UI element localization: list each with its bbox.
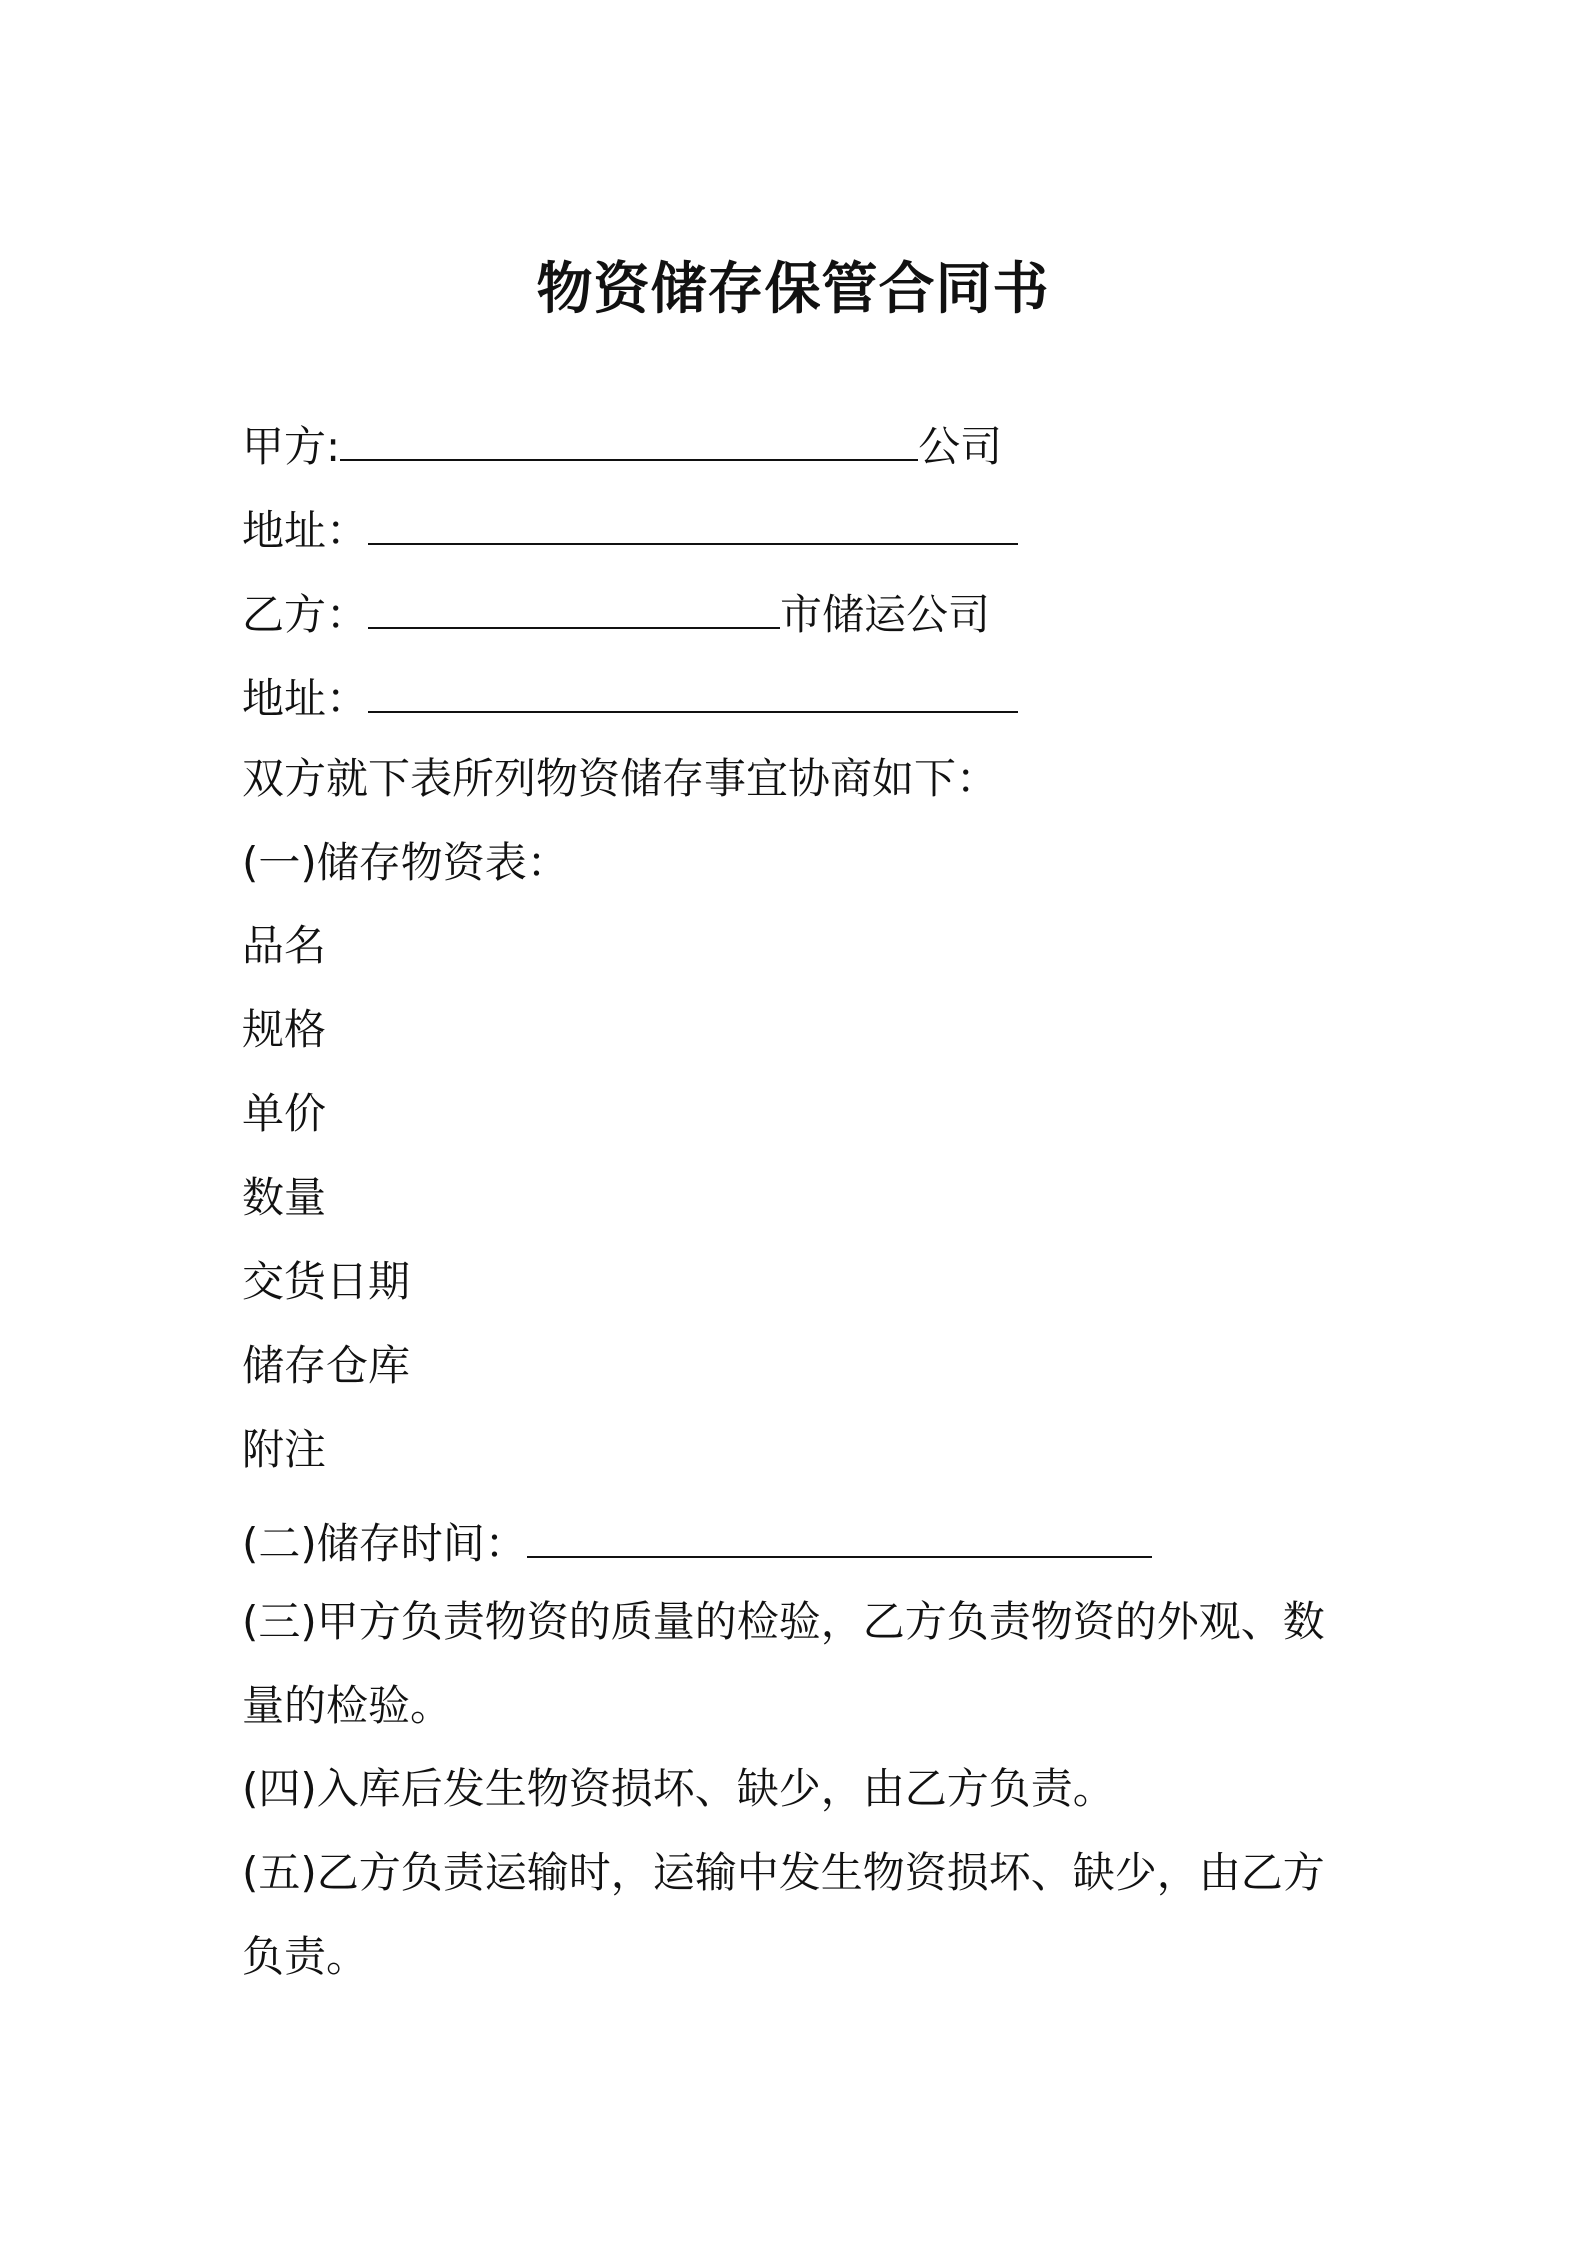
- table-field-warehouse: 储存仓库: [242, 1341, 411, 1390]
- party-a-label: 甲方:: [242, 422, 341, 471]
- party-a-blank[interactable]: [340, 415, 918, 461]
- address-a-blank[interactable]: [368, 499, 1018, 545]
- table-field-unit-price: 单价: [242, 1089, 327, 1138]
- party-b-label: 乙方：: [242, 590, 369, 639]
- document-title: 物资储存保管合同书: [536, 257, 1050, 322]
- table-field-name: 品名: [242, 921, 327, 970]
- storage-time-blank[interactable]: [527, 1512, 1152, 1558]
- address-b-blank[interactable]: [368, 667, 1018, 713]
- party-b-blank[interactable]: [368, 583, 780, 629]
- address-b-label: 地址：: [242, 674, 369, 723]
- party-b-line: [242, 583, 990, 643]
- table-field-quantity: 数量: [242, 1173, 327, 1222]
- section3-text: (三)甲方负责物资的质量的检验，乙方负责物资的外观、数量的检验。: [242, 1597, 1325, 1730]
- party-b-suffix: 市储运公司: [780, 590, 991, 639]
- intro-text: 双方就下表所列物资储存事宜协商如下：: [242, 754, 999, 803]
- address-b-line: [242, 667, 1018, 727]
- table-field-notes: 附注: [242, 1425, 327, 1474]
- address-a-line: [242, 499, 1018, 559]
- section1-heading: (一)储存物资表：: [242, 838, 569, 887]
- table-field-spec: 规格: [242, 1005, 327, 1054]
- party-a-suffix: 公司: [918, 422, 1003, 471]
- table-field-delivery-date: 交货日期: [242, 1257, 411, 1306]
- section2-line: [242, 1512, 1152, 1572]
- address-a-label: 地址：: [242, 506, 369, 555]
- section4-text: (四)入库后发生物资损坏、缺少，由乙方负责。: [242, 1764, 1115, 1813]
- party-a-line: [242, 415, 1002, 475]
- section2-label: (二)储存时间：: [242, 1519, 527, 1568]
- section5-text: (五)乙方负责运输时，运输中发生物资损坏、缺少，由乙方负责。: [242, 1848, 1325, 1981]
